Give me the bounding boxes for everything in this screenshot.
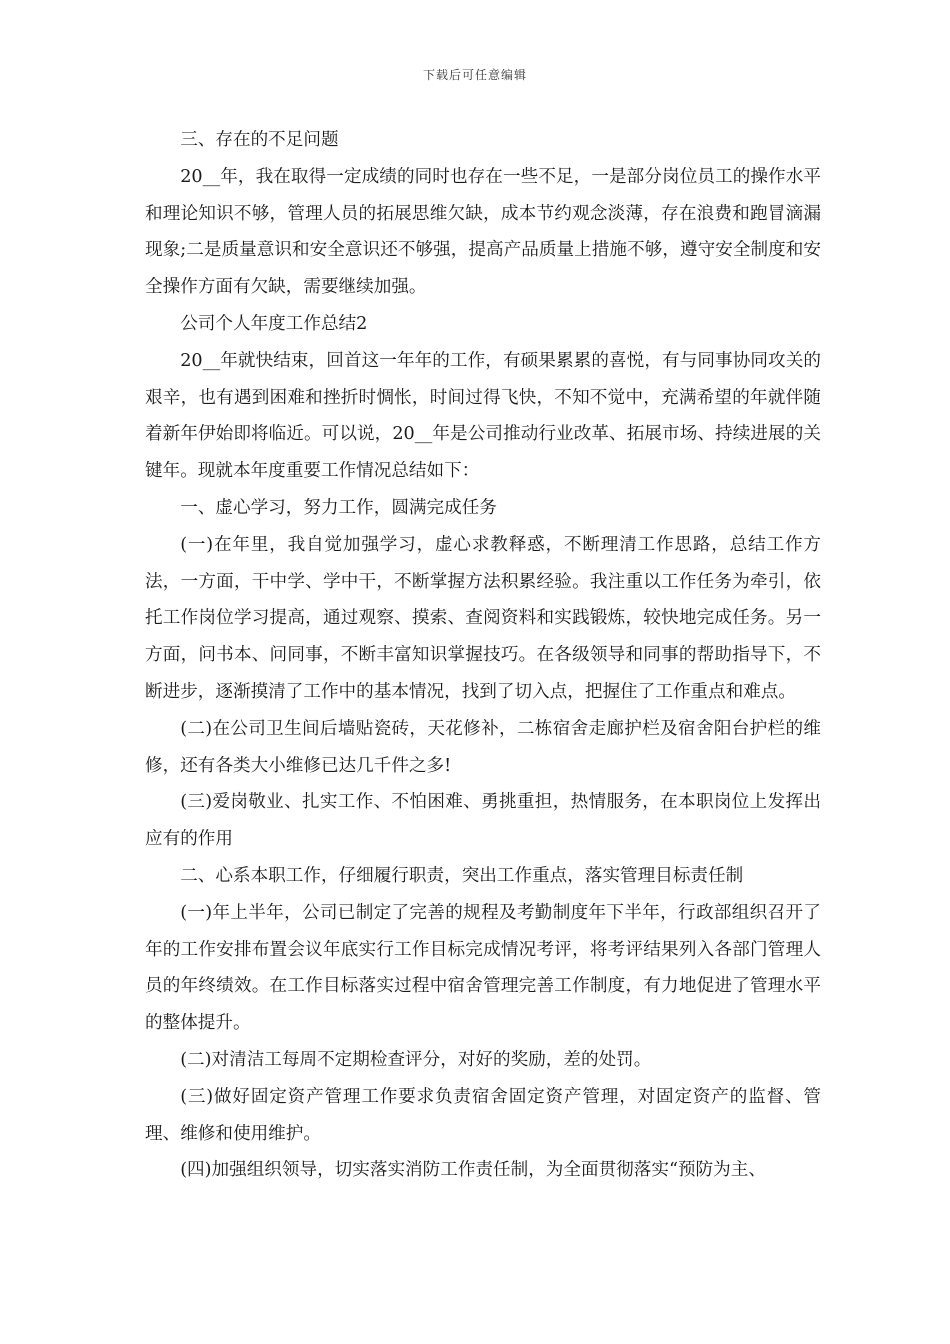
- paragraph-shortcomings: 20__年，我在取得一定成绩的同时也存在一些不足，一是部分岗位员工的操作水平和理论知识不够，管理人员的拓展思维欠缺，成本节约观念淡薄，存在浪费和跑冒滴漏现象;二是质量意识和安全意识还不够强，提高产品质量上措施不够，遵守安全制度和安全操作方面有欠缺，需要继续加强。: [145, 166, 821, 298]
- section-heading-duties: 二、心系本职工作，仔细履行职责，突出工作重点，落实管理目标责任制: [180, 865, 744, 886]
- paragraph-duty-1: (一)年上半年，公司已制定了完善的规程及考勤制度年下半年，行政部组织召开了年的工作安排布置会议年底实行工作目标完成情况考评，将考评结果列入各部门管理人员的年终绩效。在工作目标落实过程中宿舍管理完善工作制度，有力地促进了管理水平的整体提升。: [145, 902, 821, 1034]
- paragraph-duty-4: (四)加强组织领导，切实落实消防工作责任制，为全面贯彻落实“预防为主、: [180, 1160, 766, 1181]
- page-header-note: 下载后可任意编辑: [422, 68, 527, 82]
- paragraph-item-2: (二)在公司卫生间后墙贴瓷砖，天花修补，二栋宿舍走廊护栏及宿舍阳台护栏的维修，还有各类大小维修已达几千件之多!: [145, 718, 821, 776]
- section-heading-learning: 一、虚心学习，努力工作，圆满完成任务: [180, 497, 497, 518]
- paragraph-item-1: (一)在年里，我自觉加强学习，虚心求教释惑，不断理清工作思路，总结工作方法，一方面，干中学、学中干，不断掌握方法积累经验。我注重以工作任务为牵引，依托工作岗位学习提高，通过观察、摸索、查阅资料和实践锻炼，较快地完成任务。另一方面，问书本、问同事，不断丰富知识掌握技巧。在各级领导和同事的帮助指导下，不断进步，逐渐摸清了工作中的基本情况，找到了切入点，把握住了工作重点和难点。: [145, 534, 821, 702]
- document-body: [145, 122, 821, 1189]
- document-subtitle: 公司个人年度工作总结2: [180, 313, 368, 334]
- paragraph-item-3: (三)爱岗敬业、扎实工作、不怕困难、勇挑重担，热情服务，在本职岗位上发挥出应有的作用: [145, 792, 821, 850]
- paragraph-duty-2: (二)对清洁工每周不定期检查评分，对好的奖励，差的处罚。: [180, 1049, 652, 1070]
- section-heading-shortcomings: 三、存在的不足问题: [180, 130, 339, 150]
- paragraph-intro: 20__年就快结束，回首这一年年的工作，有硕果累累的喜悦，有与同事协同攻关的艰辛，也有遇到困难和挫折时惆怅，时间过得飞快，不知不觉中，充满希望的年就伴随着新年伊始即将临近。可以说，20__年是公司推动行业改革、拓展市场、持续进展的关键年。现就本年度重要工作情况总结如下：: [145, 350, 821, 482]
- paragraph-duty-3: (三)做好固定资产管理工作要求负责宿舍固定资产管理，对固定资产的监督、管理、维修和使用维护。: [145, 1086, 821, 1144]
